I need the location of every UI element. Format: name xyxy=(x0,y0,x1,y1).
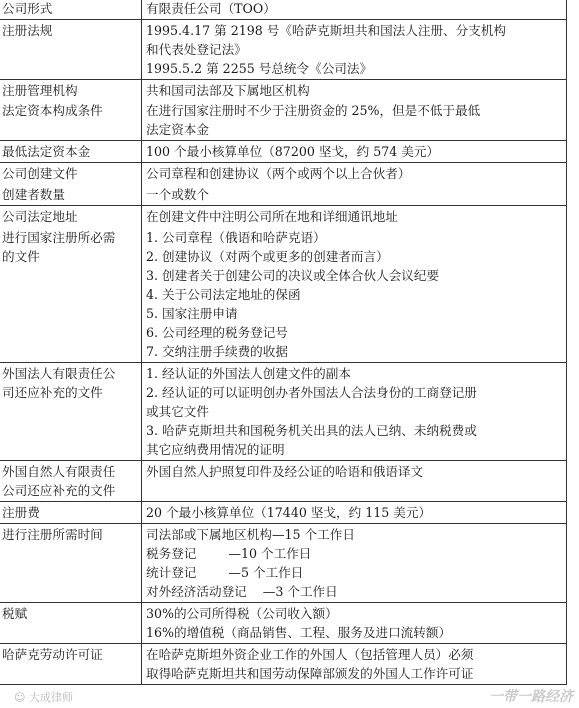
row-key xyxy=(0,163,142,185)
row-value xyxy=(142,502,567,524)
row-key xyxy=(0,206,142,228)
row-key-text: 外国自然人有限责任 xyxy=(2,464,116,479)
row-value-text: 7. 交纳注册手续费的收据 xyxy=(146,344,288,359)
row-value xyxy=(142,0,567,20)
row-key-text: 进行国家注册所必需 xyxy=(2,230,116,245)
row-value-text: 对外经济活动登记 —3 个工作日 xyxy=(146,584,338,599)
row-value-text: 一个或数个 xyxy=(146,187,209,202)
row-value-text: 在创建文件中注明公司所在地和详细通讯地址 xyxy=(146,209,398,224)
table-row xyxy=(0,20,567,80)
row-value-text: 外国自然人护照复印件及经公证的哈语和俄语译文 xyxy=(146,464,424,479)
row-value-text: 1995.4.17 第 2198 号《哈萨克斯坦共和国法人注册、分支机构 xyxy=(146,23,507,38)
row-value-text: 在哈萨克斯坦外资企业工作的外国人（包括管理人员）必须 xyxy=(146,647,474,662)
table-row xyxy=(0,141,567,163)
row-value-text: 30%的公司所得税（公司收入额） xyxy=(146,606,338,621)
row-value-text: 1995.5.2 第 2255 号总统令《公司法》 xyxy=(146,61,373,76)
table-row xyxy=(0,644,567,685)
row-value-text: 其它应纳费用情况的证明 xyxy=(146,442,285,457)
row-value xyxy=(142,461,567,502)
row-key-text: 进行注册所需时间 xyxy=(2,527,103,542)
row-value xyxy=(142,363,567,461)
row-key-text: 公司还应补充的文件 xyxy=(2,483,116,498)
row-value-text: 5. 国家注册申请 xyxy=(146,306,238,321)
row-value-text: 取得哈萨克斯坦共和国劳动保障部颁发的外国人工作许可证 xyxy=(146,666,474,681)
table-row xyxy=(0,80,567,101)
row-value-text: 3. 创建者关于创建公司的决议或全体合伙人会议纪要 xyxy=(146,268,440,283)
row-value-text: 有限责任公司（TOO） xyxy=(146,1,276,16)
row-value xyxy=(142,80,567,101)
row-value-text: 2. 经认证的可以证明创办者外国法人合法身份的工商登记册 xyxy=(146,385,477,400)
row-key xyxy=(0,184,142,206)
watermark-right: 一带一路经济 xyxy=(489,689,573,705)
row-value-text: 司法部或下属地区机构—15 个工作日 xyxy=(146,527,355,542)
row-value-text: 100 个最小核算单位（87200 坚戈，约 574 美元） xyxy=(146,144,440,159)
table-row xyxy=(0,363,567,461)
row-key xyxy=(0,20,142,80)
row-value-text: 在进行国家注册时不少于注册资金的 25%，但是不低于最低 xyxy=(146,103,481,118)
row-value xyxy=(142,227,567,363)
row-key xyxy=(0,461,142,502)
row-value xyxy=(142,644,567,685)
row-value xyxy=(142,100,567,141)
row-value-text: 共和国司法部及下属地区机构 xyxy=(146,83,310,98)
row-key-text: 司还应补充的文件 xyxy=(2,385,103,400)
table-row xyxy=(0,502,567,524)
row-value-text: 1. 公司章程（俄语和哈萨克语） xyxy=(146,230,326,245)
row-key xyxy=(0,100,142,141)
row-value-text: 统计登记 —5 个工作日 xyxy=(146,565,304,580)
row-key-text: 公司法定地址 xyxy=(2,209,78,224)
row-key xyxy=(0,363,142,461)
watermark-band xyxy=(0,686,579,708)
row-key-text: 外国法人有限责任公 xyxy=(2,366,116,381)
row-value-text: 或其它文件 xyxy=(146,404,209,419)
table-row xyxy=(0,184,567,206)
row-key xyxy=(0,603,142,644)
row-key xyxy=(0,524,142,603)
row-value-text: 16%的增值税（商品销售、工程、服务及进口流转额） xyxy=(146,625,452,640)
row-key-text: 的文件 xyxy=(2,249,40,264)
row-key xyxy=(0,227,142,363)
table-row xyxy=(0,0,567,20)
row-key-text: 法定资本构成条件 xyxy=(2,103,103,118)
row-value-text: 4. 关于公司法定地址的保函 xyxy=(146,287,301,302)
row-key-text: 创建者数量 xyxy=(2,187,65,202)
row-value-text: 和代表处登记法》 xyxy=(146,42,247,57)
row-key-text: 公司创建文件 xyxy=(2,166,78,181)
row-value-text: 公司章程和创建协议（两个或两个以上合伙者） xyxy=(146,166,411,181)
row-value-text: 法定资本金 xyxy=(146,122,209,137)
row-value-text: 6. 公司经理的税务登记号 xyxy=(146,325,288,340)
table-row xyxy=(0,461,567,502)
row-value-text: 税务登记 —10 个工作日 xyxy=(146,546,312,561)
table-row xyxy=(0,100,567,141)
table-row xyxy=(0,524,567,603)
row-value-text: 2. 创建协议（对两个或更多的创建者而言） xyxy=(146,249,389,264)
row-value xyxy=(142,524,567,603)
row-key xyxy=(0,0,142,20)
row-value-text: 3. 哈萨克斯坦共和国税务机关出具的法人已纳、未纳税费或 xyxy=(146,423,477,438)
row-value xyxy=(142,603,567,644)
table-row xyxy=(0,163,567,185)
watermark-left: ☺ 大成律师 xyxy=(14,691,73,704)
row-key xyxy=(0,644,142,685)
row-key-text: 注册法规 xyxy=(2,23,53,38)
row-key xyxy=(0,141,142,163)
row-key-text: 税赋 xyxy=(2,606,28,621)
row-value xyxy=(142,20,567,80)
row-value xyxy=(142,206,567,228)
row-value-text: 20 个最小核算单位（17440 坚戈，约 115 美元） xyxy=(146,505,432,520)
row-key-text: 哈萨克劳动许可证 xyxy=(2,647,103,662)
row-key-text: 最低法定资本金 xyxy=(2,144,91,159)
row-key-text: 公司形式 xyxy=(2,1,53,16)
table-row xyxy=(0,206,567,228)
row-key-text: 注册费 xyxy=(2,505,40,520)
row-value xyxy=(142,141,567,163)
table-row xyxy=(0,227,567,363)
row-value-text: 1. 经认证的外国法人创建文件的副本 xyxy=(146,366,351,381)
table-row xyxy=(0,603,567,644)
row-key xyxy=(0,502,142,524)
row-value xyxy=(142,163,567,185)
row-value xyxy=(142,184,567,206)
row-key-text: 注册管理机构 xyxy=(2,83,78,98)
row-key xyxy=(0,80,142,101)
